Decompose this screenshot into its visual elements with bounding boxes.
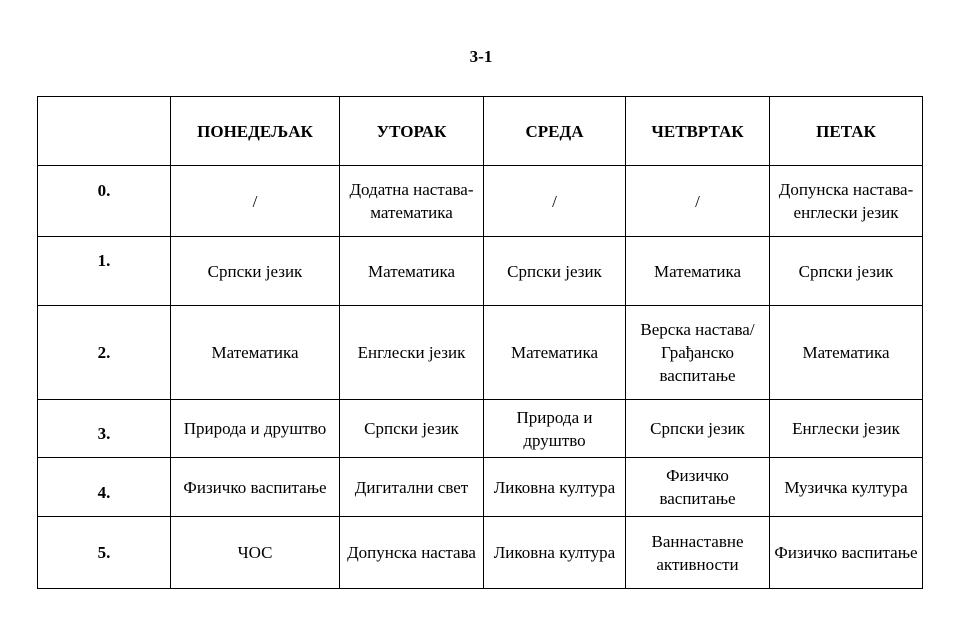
period-number-label: 1. xyxy=(97,250,111,270)
day-header: СРЕДА xyxy=(484,97,626,166)
lesson-cell: Српски језик xyxy=(484,237,626,306)
lesson-cell: Математика xyxy=(171,306,340,400)
lesson-cell: Допунска настава xyxy=(340,517,484,589)
lesson-cell: Енглески језик xyxy=(770,400,923,458)
table-row xyxy=(38,166,923,237)
header-row xyxy=(38,97,923,166)
lesson-cell: Музичка култура xyxy=(770,458,923,517)
lesson-cell: Српски језик xyxy=(340,400,484,458)
lesson-cell: / xyxy=(171,166,340,237)
lesson-cell: Ликовна култура xyxy=(484,458,626,517)
period-number xyxy=(38,166,171,237)
table-row xyxy=(38,517,923,589)
lesson-cell: Српски језик xyxy=(171,237,340,306)
lesson-cell: Верска настава/ Грађанско васпитање xyxy=(626,306,770,400)
lesson-cell: Дигитални свет xyxy=(340,458,484,517)
period-number-label: 5. xyxy=(97,543,111,562)
lesson-cell: Физичко васпитање xyxy=(626,458,770,517)
lesson-cell: Математика xyxy=(484,306,626,400)
lesson-cell: Математика xyxy=(626,237,770,306)
period-number-label: 2. xyxy=(97,343,111,362)
lesson-cell: Математика xyxy=(340,237,484,306)
day-header: УТОРАК xyxy=(340,97,484,166)
day-header: ПОНЕДЕЉАК xyxy=(171,97,340,166)
lesson-cell: Српски језик xyxy=(626,400,770,458)
schedule-table xyxy=(37,96,923,589)
table-row xyxy=(38,237,923,306)
table-row xyxy=(38,458,923,517)
lesson-cell: Допунска настава-енглески језик xyxy=(770,166,923,237)
lesson-cell: Српски језик xyxy=(770,237,923,306)
period-number xyxy=(38,237,171,306)
period-number-label: 4. xyxy=(97,482,111,502)
lesson-cell: / xyxy=(626,166,770,237)
lesson-cell: Природа и друштво xyxy=(484,400,626,458)
table-row xyxy=(38,306,923,400)
lesson-cell: Ликовна култура xyxy=(484,517,626,589)
period-number-label: 3. xyxy=(97,424,111,443)
period-number-label: 0. xyxy=(97,180,111,200)
lesson-cell: Физичко васпитање xyxy=(171,458,340,517)
lesson-cell: Математика xyxy=(770,306,923,400)
period-number xyxy=(38,517,171,589)
lesson-cell: Физичко васпитање xyxy=(770,517,923,589)
corner-cell xyxy=(38,97,171,166)
day-header: ПЕТАК xyxy=(770,97,923,166)
table-row xyxy=(38,400,923,458)
page-title: 3-1 xyxy=(469,47,493,66)
lesson-cell: ЧОС xyxy=(171,517,340,589)
lesson-cell: / xyxy=(484,166,626,237)
lesson-cell: Природа и друштво xyxy=(171,400,340,458)
period-number xyxy=(38,458,171,517)
lesson-cell: Ваннаставне активности xyxy=(626,517,770,589)
period-number xyxy=(38,306,171,400)
period-number xyxy=(38,400,171,458)
day-header: ЧЕТВРТАК xyxy=(626,97,770,166)
lesson-cell: Додатна настава-математика xyxy=(340,166,484,237)
lesson-cell: Енглески језик xyxy=(340,306,484,400)
